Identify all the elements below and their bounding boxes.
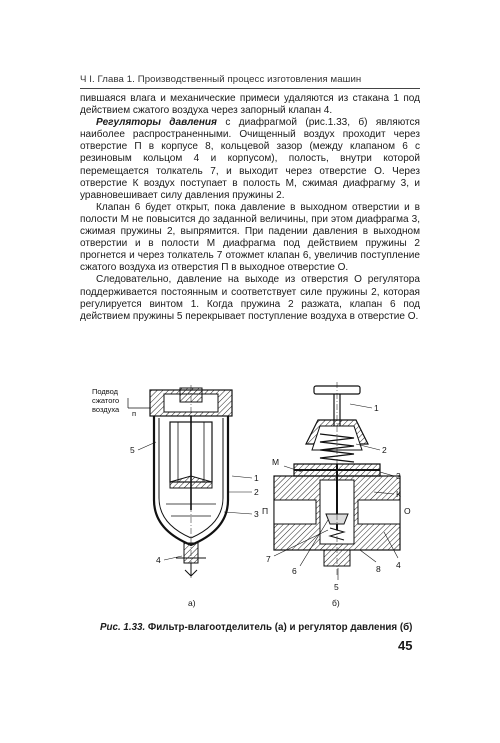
label-a-3: 3: [254, 509, 259, 519]
label-inlet-3: воздуха: [92, 405, 120, 414]
label-sub-b: б): [332, 598, 340, 608]
label-b-m: М: [272, 457, 280, 467]
outlet-port: [358, 500, 400, 524]
paragraph-2: [80, 117, 420, 202]
header-divider: [80, 88, 420, 89]
label-b-8: 8: [376, 564, 381, 574]
label-b-7: 7: [266, 554, 271, 564]
label-b-2: 2: [382, 445, 387, 455]
paragraph-4: Следовательно, давление на выходе из отверстия О регулятора поддерживается постоянным и соответствует силе пружины 2, которая регулируется винтом 1. Когда пружина 2 разжата, клапан 6 под действием пружины 5 перекрывает поступление воздуха в отверстие О.: [80, 274, 420, 322]
page-number: 45: [398, 638, 413, 653]
label-b-5: 5: [334, 582, 339, 592]
body-text: [80, 93, 420, 323]
label-a-4: 4: [156, 555, 161, 565]
caption-text: Фильтр-влагоотделитель (а) и регулятор давления (б): [145, 622, 413, 633]
figure-drawing: [88, 380, 418, 615]
label-inlet-2: сжатого: [92, 396, 120, 405]
label-a-p: п: [132, 409, 137, 418]
paragraph-1: пившаяся влага и механические примеси удаляются из стакана 1 под действием сжатого воздуха через запорный клапан 4.: [80, 93, 420, 117]
label-b-6: 6: [292, 566, 297, 576]
label-b-1: 1: [374, 403, 379, 413]
label-a-1: 1: [254, 473, 259, 483]
label-inlet-1: Подвод: [92, 387, 119, 396]
label-b-o: О: [404, 506, 411, 516]
label-b-3: 3: [396, 471, 401, 481]
paragraph-2-lead: Регуляторы давления: [96, 117, 217, 129]
paragraph-2-text: с диафрагмой (рис.1.33, б) являются наиболее распространенными. Очищенный воздух проходит через отверстие П в корпусе 8, кольцевой зазор (между клапаном 6 с резиновым кольцом 4 и корпусом), полость, внутри которой перемещается толкатель 7, и выходит через отверстие О. Через отверстие К воздух поступает в полость М, сжимая диафрагму 3, и уравновешивает силу давления пружины 2.: [80, 117, 420, 201]
label-a-5: 5: [130, 445, 135, 455]
caption-label: Рис. 1.33.: [100, 622, 146, 633]
label-b-p: П: [262, 506, 269, 516]
label-sub-a: а): [188, 598, 196, 608]
label-b-k: К: [396, 489, 401, 499]
label-b-4: 4: [396, 560, 401, 570]
figure-1-33: [88, 380, 418, 615]
figure-caption: [100, 622, 412, 633]
paragraph-3: Клапан 6 будет открыт, пока давление в выходном отверстии и в полости М не повысится до заданной величины, при этом диафрагма 3, сжимая пружины 2, выпрямится. При падении давления в выходном отверстии и в полости М диафрагма под действием пружины 2 прогнется и через толкатель 7 отожмет клапан 6, увеличив поступление сжатого воздуха из отверстия П в выходное отверстие О.: [80, 201, 420, 274]
running-header: Ч I. Глава 1. Производственный процесс изготовления машин: [80, 74, 362, 85]
label-a-2: 2: [254, 487, 259, 497]
inlet-port: [274, 500, 316, 524]
filter-separator-drawing: [128, 385, 232, 580]
